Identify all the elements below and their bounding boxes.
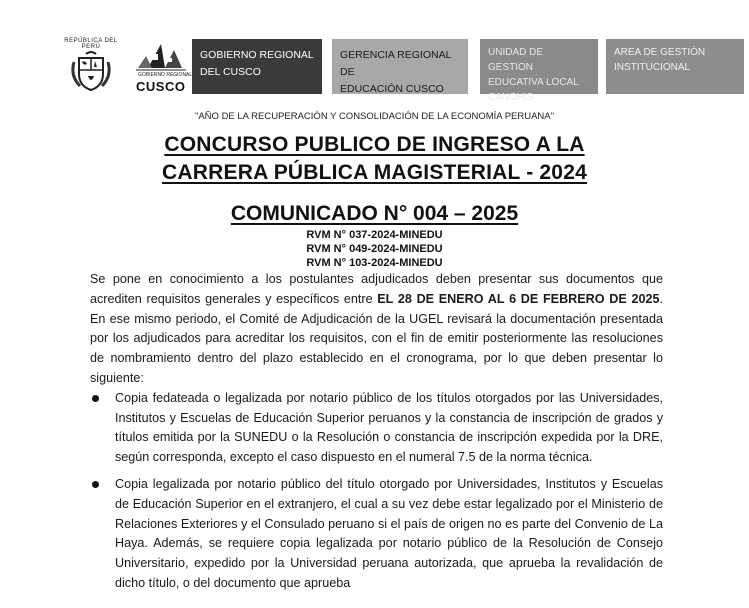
comunicado-number: COMUNICADO N° 004 – 2025 (230, 202, 519, 225)
shield-caption: REPÚBLICA DEL PERÚ (64, 38, 118, 50)
title-line-2: CARRERA PÚBLICA MAGISTERIAL - 2024 (162, 161, 587, 184)
rvm-item: RVM N° 049-2024-MINEDU (306, 243, 443, 255)
bullet-icon (92, 395, 99, 402)
rvm-item: RVM N° 103-2024-MINEDU (306, 257, 443, 269)
rvm-list (0, 228, 749, 270)
year-motto: "AÑO DE LA RECUPERACIÓN Y CONSOLIDACIÓN DE LA ECONOMÍA PERUANA" (194, 111, 555, 122)
date-range: EL 28 DE ENERO AL 6 DE FEBRERO DE 2025 (377, 291, 660, 306)
region-small-label: GOBIERNO REGIONAL (138, 72, 193, 78)
list-item: Copia fedateada o legalizada por notario público de los títulos otorgados por las Universidades, Institutos y Escuelas de Educación Superior peruanos y la constancia de inscripción de grados y títulos emitida por la SUNEDU o la Resolución o constancia de inscripción expedida por la DRE, según corresponda, excepto el caso dispuesto en el numeral 7.5 de la norma técnica. (90, 389, 663, 468)
rvm-item: RVM N° 037-2024-MINEDU (306, 229, 443, 241)
intro-paragraph: Se pone en conocimiento a los postulantes adjudicados deben presentar sus documentos que acrediten requisitos generales y específicos entre EL 28 DE ENERO AL 6 DE FEBRERO DE 2025. En ese mismo periodo, el Comité de Adjudicación de la UGEL revisará la documentación presentada por los adjudicados para acreditar los requisitos, con el fin de emitir posteriormente las resoluciones de nombramiento dentro del plazo establecido en el cronograma, por lo que deben presentar lo siguiente: (90, 272, 663, 385)
document-title (0, 131, 749, 187)
document-body (90, 270, 663, 601)
header-box-area-gestion: AREA DE GESTIÓN INSTITUCIONAL (606, 39, 744, 94)
header-box-gobierno-regional: GOBIERNO REGIONAL DEL CUSCO (192, 39, 322, 94)
requirements-list (90, 389, 663, 594)
list-item: Copia legalizada por notario público del título otorgado por Universidades, Institutos y Escuelas de Educación Superior en el extranjero, el cual a su vez debe estar legalizado por el Ministerio de Relaciones Exteriores y el Consulado peruano si el país de origen no es parte del Convenio de La Haya. Además, se requiere copia legalizada por notario público de la Resolución de Consejo Universitario, expedido por la Universidad peruana autorizada, que aprueba la revalidación de dicho título, o del documento que aprueba (90, 475, 663, 594)
letterhead (60, 38, 749, 103)
header-box-gerencia-regional: GERENCIA REGIONAL DE EDUCACIÓN CUSCO (332, 39, 468, 94)
header-box-ugel-canchis: UNIDAD DE GESTION EDUCATIVA LOCAL CANCHIS (480, 39, 598, 94)
region-wordmark: CUSCO (136, 79, 186, 94)
bullet-icon (92, 481, 99, 488)
title-line-1: CONCURSO PUBLICO DE INGRESO A LA (164, 133, 585, 156)
